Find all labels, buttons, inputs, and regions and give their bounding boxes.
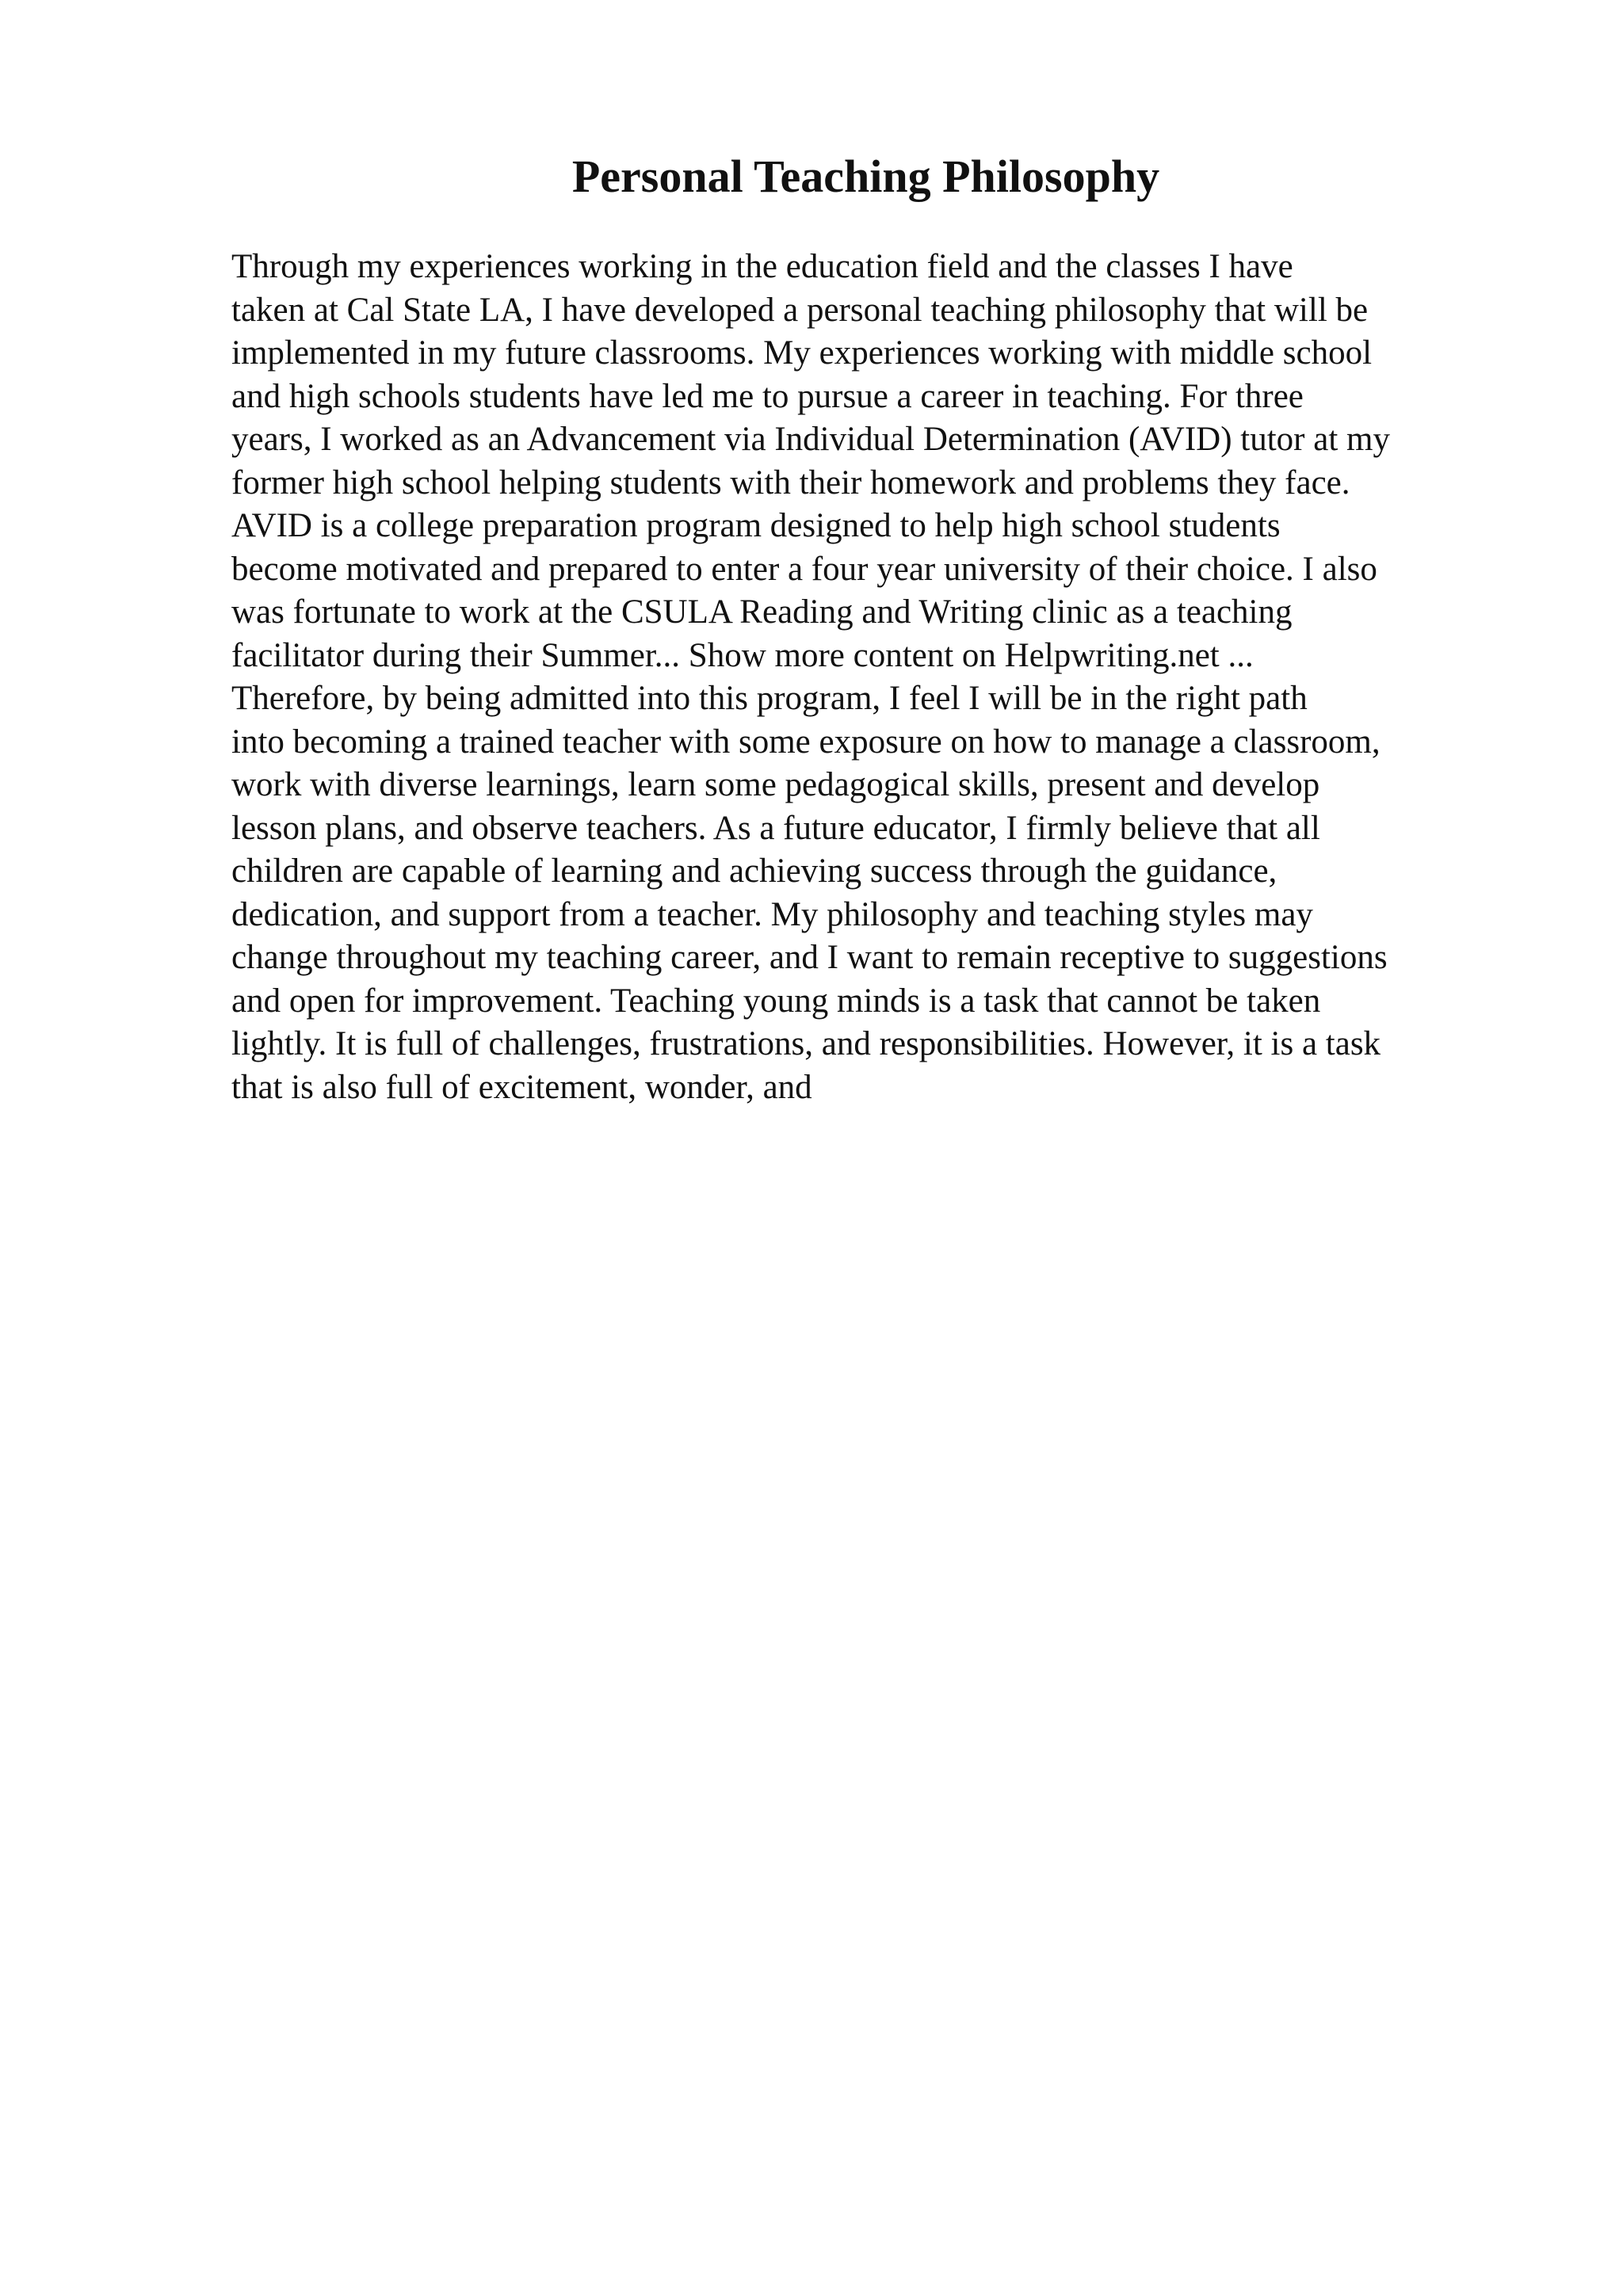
body-line: implemented in my future classrooms. My experiences working with middle school [231, 334, 1373, 372]
body-line: Through my experiences working in the education field and the classes I have [231, 248, 1293, 285]
document-body [231, 246, 1594, 1109]
body-line: years, I worked as an Advancement via Individual Determination (AVID) tutor at my [231, 421, 1390, 458]
body-line: dedication, and support from a teacher. My philosophy and teaching styles may [231, 895, 1313, 933]
body-line: into becoming a trained teacher with some exposure on how to manage a classroom, [231, 723, 1381, 761]
body-line: work with diverse learnings, learn some pedagogical skills, present and develop [231, 766, 1320, 803]
body-line: former high school helping students with their homework and problems they face. [231, 463, 1350, 502]
body-line: was fortunate to work at the CSULA Reading and Writing clinic as a teaching [231, 593, 1293, 631]
body-line: AVID is a college preparation program designed to help high school students [231, 507, 1281, 544]
body-line: and high schools students have led me to pursue a career in teaching. For three [231, 377, 1304, 415]
body-line: and open for improvement. Teaching young minds is a task that cannot be taken [231, 982, 1321, 1020]
body-line: change throughout my teaching career, and I want to remain receptive to suggestions [231, 939, 1388, 976]
document-title: Personal Teaching Philosophy [571, 151, 1160, 202]
body-line: Therefore, by being admitted into this program, I feel I will be in the right path [231, 680, 1308, 717]
body-line: lesson plans, and observe teachers. As a future educator, I firmly believe that all [231, 809, 1320, 847]
body-line: that is also full of excitement, wonder, and [231, 1068, 812, 1106]
body-line: taken at Cal State LA, I have developed a personal teaching philosophy that will be [231, 291, 1369, 329]
body-line: become motivated and prepared to enter a four year university of their choice. I also [231, 550, 1377, 588]
body-line: facilitator during their Summer... Show more content on Helpwriting.net ... [231, 636, 1254, 674]
body-line: lightly. It is full of challenges, frustrations, and responsibilities. However, it is a task [231, 1025, 1381, 1062]
body-line: children are capable of learning and achieving success through the guidance, [231, 852, 1277, 890]
